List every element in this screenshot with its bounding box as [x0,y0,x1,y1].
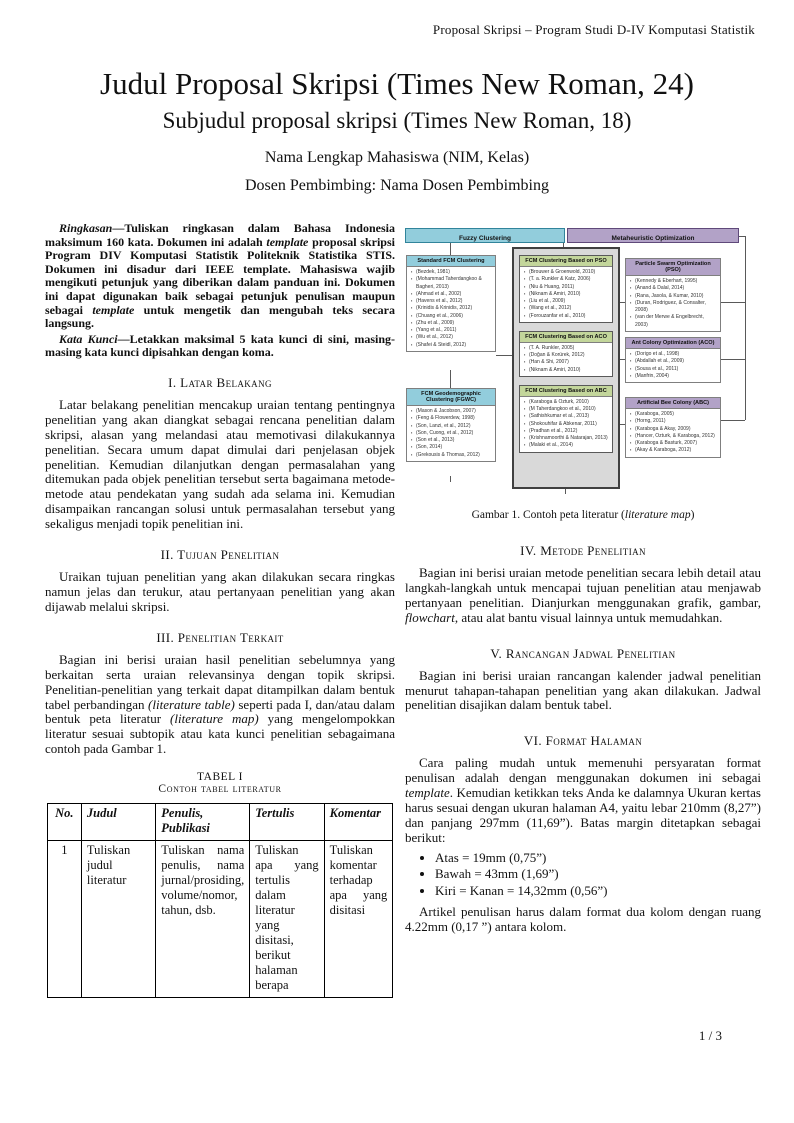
text-segment: Bagian ini berisi uraian hasil penelitian sebelumnya yang berkaitan serta uraian relevansinya dengan topik skripsi. Penelitian-penelitian yang terkait dapat ditampilkan dalam bentuk tabel perbandingan [45,651,395,712]
citation-item: ▪ (Bezdek, 1981) [411,269,493,276]
citation-item: ▪ (Niknam & Amiri, 2010) [524,291,610,298]
citation-item: ▪ (Anand & Dalal, 2014) [630,285,718,292]
section-6-closing-paragraph: Artikel penulisan harus dalam format dua kolom dengan ruang 4.22mm (0,17 ”) antara kolom. [405,904,761,935]
citation-item: ▪ (Niu & Huang, 2011) [524,284,610,291]
supervisor-line: Dosen Pembimbing: Nama Dosen Pembimbing [245,177,549,194]
table-header-cell: Tertulis [250,804,324,841]
citation-item: ▪ (Hancer, Ozturk, & Karaboga, 2012) [630,433,718,440]
citation-item: ▪ (Wang et al., 2012) [524,305,610,312]
citation-item: ▪ (Ahmad et al., 2002) [411,291,493,298]
section-heading-metode-penelitian: IV. Metode Penelitian [520,543,646,558]
margin-spec-item: • Atas = 19mm (0,75”) [435,850,761,867]
citation-item: ▪ (Kennedy & Eberhart, 1995) [630,278,718,285]
citation-item: ▪ (Liu et al., 2009) [524,298,610,305]
citation-item: ▪ (Akay & Karaboga, 2012) [630,447,718,454]
citation-item: ▪ (Mason & Jacobson, 2007) [411,408,493,415]
citation-item: ▪ (Krishnamoorthi & Natarajan, 2013) [524,435,610,442]
citation-item: ▪ (Doğan & Korürek, 2012) [524,352,610,359]
citation-item: ▪ (Malaki et al., 2014) [524,442,610,449]
citation-item: ▪ (Pradhan et al., 2012) [524,428,610,435]
literature-table [47,803,394,998]
citation-item: ▪ (Brouwer & Groenwold, 2010) [524,269,610,276]
citation-item: ▪ (Sathishkumar et al., 2013) [524,413,610,420]
figure-box-title: Ant Colony Optimization (ACO) [626,338,720,349]
page-number: 1 / 3 [698,1028,722,1043]
citation-item: ▪ (Karaboga & Akay, 2009) [630,426,718,433]
citation-item: ▪ (Rana, Jasola, & Kumar, 2010) [630,293,718,300]
figure-box-title: FCM Clustering Based on PSO [520,256,612,267]
section-1-paragraph: Latar belakang penelitian mencakup uraian tentang pentingnya penelitian yang akan diangkat sebagai rencana penelitian dalam skripsi, alasan yang melandasi atau memotivasi dilakukannya penelitian. Secara umum dapat dimulai dari penjelasan objek penelitian. Kemudian dilanjutkan dengan permasalahan yang ditemukan pada objek penelitian tersebut serta bagaimana metode-metode atau pendekatan yang sudah ada selama ini. Kemudian disampaikan rancangan solusi untuk permasalahan tersebut yang sekaligus menjadi topik penelitian ini. [45,396,395,532]
text-segment: flowchart [405,609,455,625]
citation-item: ▪ (Shafei & Steidl, 2012) [411,342,493,349]
section-3-paragraph [45,653,395,757]
citation-item: ▪ (Duran, Rodriguez, & Consalter, 2008) [630,300,718,315]
text-segment: Ringkasan [59,221,113,235]
figure-middle-container [512,247,620,489]
table-caption-number: TABEL I [197,771,243,784]
citation-item: ▪ (Son, Cuong, et al., 2012) [411,430,493,437]
connector-line [450,243,451,255]
figure-box-title: FCM Clustering Based on ACO [520,332,612,343]
keywords-paragraph [45,333,395,360]
citation-item: ▪ (Krinidis & Krinidis, 2012) [411,305,493,312]
citation-item: ▪ (Zhu et al., 2009) [411,320,493,327]
margin-spec-item: • Bawah = 43mm (1,69”) [435,866,761,883]
author-line: Nama Lengkap Mahasiswa (NIM, Kelas) [264,149,530,166]
text-segment: Cara paling mudah untuk memenuhi persyaratan format penulisan adalah dengan menggunakan dokumen ini sebagai [405,755,761,786]
section-4-paragraph [405,566,761,626]
connector-line [450,370,451,388]
section-heading-penelitian-terkait: III. Penelitian Terkait [156,629,284,645]
table-header-cell: Komentar [324,804,393,841]
figure-box-artificial-bee-colony [625,397,721,458]
citation-item: ▪ (Shokouhifar & Abkenar, 2011) [524,421,610,428]
table-cell: 1 [47,841,81,998]
text-segment: template [405,785,450,801]
section-heading-tujuan-penelitian: II. Tujuan Penelitian [160,547,280,563]
table-caption-title: Contoh tabel literatur [158,783,282,796]
figure-header-metaheuristic-optimization: Metaheuristic Optimization [567,228,739,243]
citation-item: ▪ (Yang et al., 2011) [411,327,493,334]
text-segment: (literature table) [148,696,235,712]
literature-map-figure [405,228,761,496]
text-segment: —Letakkan maksimal 5 kata kunci di sini, masing-masing kata kunci dipisahkan dengan koma. [45,331,395,360]
citation-item: ▪ (Sousa et al., 2011) [630,366,718,373]
citation-item: ▪ (Dorigo et al., 1998) [630,351,718,358]
citation-item: ▪ (Han & Shi, 2007) [524,359,610,366]
text-segment: literature map [624,509,691,521]
citation-item: ▪ (Abdallah et al., 2009) [630,358,718,365]
left-column [45,222,395,998]
section-heading-format-halaman: VI. Format Halaman [523,733,643,749]
text-segment: (literature map) [170,711,259,727]
table-cell: Tuliskan komentar terhadap apa yang disitasi [324,841,393,998]
connector-line [739,236,745,237]
table-header-row [47,804,393,841]
citation-item: ▪ (Son, Lanzi, et al., 2012) [411,423,493,430]
citation-item: ▪ (Karaboga & Basturk, 2007) [630,440,718,447]
margin-spec-item: • Kiri = Kanan = 14,32mm (0,56”) [435,883,761,900]
citation-item: ▪ (Niknam & Amiri, 2010) [524,367,610,374]
section-6-paragraph [405,756,761,845]
section-heading-rancangan-jadwal: V. Rancangan Jadwal Penelitian [490,645,676,661]
citation-item: ▪ (M Taherdangkoo et al., 2010) [524,406,610,413]
text-segment: , atau alat bantu visual lainnya untuk memudahkan. [454,609,723,625]
figure-box-title: Particle Swarm Optimization (PSO) [626,259,720,276]
citation-item: ▪ (Son et al., 2013) [411,437,493,444]
text-segment: yang mengelompokkan literatur sesuai subtopik atau kata kunci penelitian sebagaimana contoh pada Gambar 1. [45,711,395,757]
figure-box-fcm-abc [519,385,613,453]
citation-item: ▪ (Son, 2014) [411,444,493,451]
page-subtitle: Subjudul proposal skripsi (Times New Roman, 18) [162,108,632,133]
citation-item: ▪ (Chuang et al., 2006) [411,313,493,320]
section-2-paragraph: Uraikan tujuan penelitian yang akan dilakukan secara ringkas namun jelas dan terukur, atau pertanyaan penelitian yang akan dijawab melalui skripsi. [45,569,395,614]
table-row [47,841,393,998]
figure-box-fcm-pso [519,255,613,323]
figure-box-title: FCM Clustering Based on ABC [520,386,612,397]
table-cell: Tuliskan apa yang tertulis dalam literatur yang disitasi, berikut halaman berapa [250,841,324,998]
text-segment: Gambar 1. Contoh peta literatur ( [471,509,625,521]
figure-box-fcm-aco [519,331,613,377]
figure-box-standard-fcm-clustering [406,255,496,352]
text-segment: seperti pada I, dan/atau dalam bentuk peta literatur [45,696,395,727]
text-segment: Bagian ini berisi uraian metode penelitian secara lebih detail atau langkah-langkah untuk mencapai tujuan penelitian atau menjawab pertanyaan penelitian. Dianjurkan menggunakan grafik, gambar, [405,565,761,610]
table-header-cell: Penulis, Publikasi [156,804,250,841]
text-segment: template [92,302,135,317]
figure-box-ant-colony-optimization [625,337,721,383]
figure-box-title: Artificial Bee Colony (ABC) [626,398,720,409]
text-segment: ) [690,509,695,521]
page-title: Judul Proposal Skripsi (Times New Roman, 24) [100,66,694,101]
table-cell: Tuliskan nama penulis, nama jurnal/prosiding, volume/nomor, tahun, dsb. [156,841,250,998]
citation-item: ▪ (T. A. Runkler, 2005) [524,345,610,352]
citation-item: ▪ (T. a. Runkler & Katz, 2006) [524,276,610,283]
text-segment: template [266,234,309,249]
citation-item: ▪ (Horng, 2011) [630,418,718,425]
connector-line [496,355,512,356]
section-heading-latar-belakang: I. Latar Belakang [168,374,272,390]
text-segment: proposal skripsi Program DIV Komputasi Statistik Politeknik Statistika STIS. Dokumen ini disadur dari IEEE template. Mahasiswa wajib mengikuti petunjuk yang diberikan dalam panduan ini. Dokumen ini dapat digunakan baik sebagai petunjuk penulisan maupun sebagai [45,234,395,317]
citation-item: ▪ (Karaboga, 2005) [630,411,718,418]
connector-line [721,302,745,303]
abstract-paragraph [45,222,395,331]
citation-item: ▪ (Feng & Flowerdew, 1998) [411,415,493,422]
citation-item: ▪ (Wu et al., 2012) [411,334,493,341]
section-5-paragraph: Bagian ini berisi uraian rancangan kalender jadwal penelitian menurut tahapan-tahapan penelitian yang akan dilakukan. Jadwal penelitian disajikan dalam bentuk tabel. [405,667,761,713]
text-segment: Kata Kunci [59,331,118,346]
figure-box-particle-swarm-optimization [625,258,721,332]
table-caption [45,771,395,795]
connector-line [745,236,746,420]
figure-box-title: FCM Geodemographic Clustering (FGWC) [407,389,495,406]
figure-box-title: Standard FCM Clustering [407,256,495,267]
citation-item: ▪ (Grekousis & Thomas, 2012) [411,452,493,459]
citation-item: ▪ (Manfrin, 2004) [630,373,718,380]
citation-item: ▪ (Mohammad Taherdangkoo & Bagheri, 2013) [411,276,493,291]
citation-item: ▪ (Havens et al., 2012) [411,298,493,305]
table-cell: Tuliskan judul literatur [81,841,155,998]
table-header-cell: Judul [81,804,155,841]
figure-header-fuzzy-clustering: Fuzzy Clustering [405,228,565,243]
connector-line [565,489,566,494]
text-segment: untuk mengetik dan mengubah teks secara langsung. [45,302,395,331]
table-header-cell: No. [47,804,81,841]
right-column [405,222,761,938]
margin-spec-list [435,850,761,900]
text-segment: —Tuliskan ringkasan dalam Bahasa Indonesia maksimum 160 kata. Dokumen ini adalah [45,221,395,249]
citation-item: ▪ (Karaboga & Ozturk, 2010) [524,399,610,406]
figure-caption [405,509,761,521]
connector-line [450,476,451,482]
text-segment: . Kemudian ketikkan teks Anda ke dalamnya Ukuran kertas harus sesuai dengan ukuran halaman A4, yaitu lebar 210mm (8,27”) dan panjang 297mm (11,69”). Batas margin ditetapkan sebagai berikut: [405,785,761,845]
connector-line [721,420,745,421]
figure-box-fcm-geodemographic-clustering [406,388,496,462]
connector-line [721,359,745,360]
running-header: Proposal Skripsi – Program Studi D-IV Komputasi Statistik [432,22,755,37]
citation-item: ▪ (Forouzanfar et al., 2010) [524,313,610,320]
citation-item: ▪ (van der Merwe & Engelbrecht, 2003) [630,314,718,329]
